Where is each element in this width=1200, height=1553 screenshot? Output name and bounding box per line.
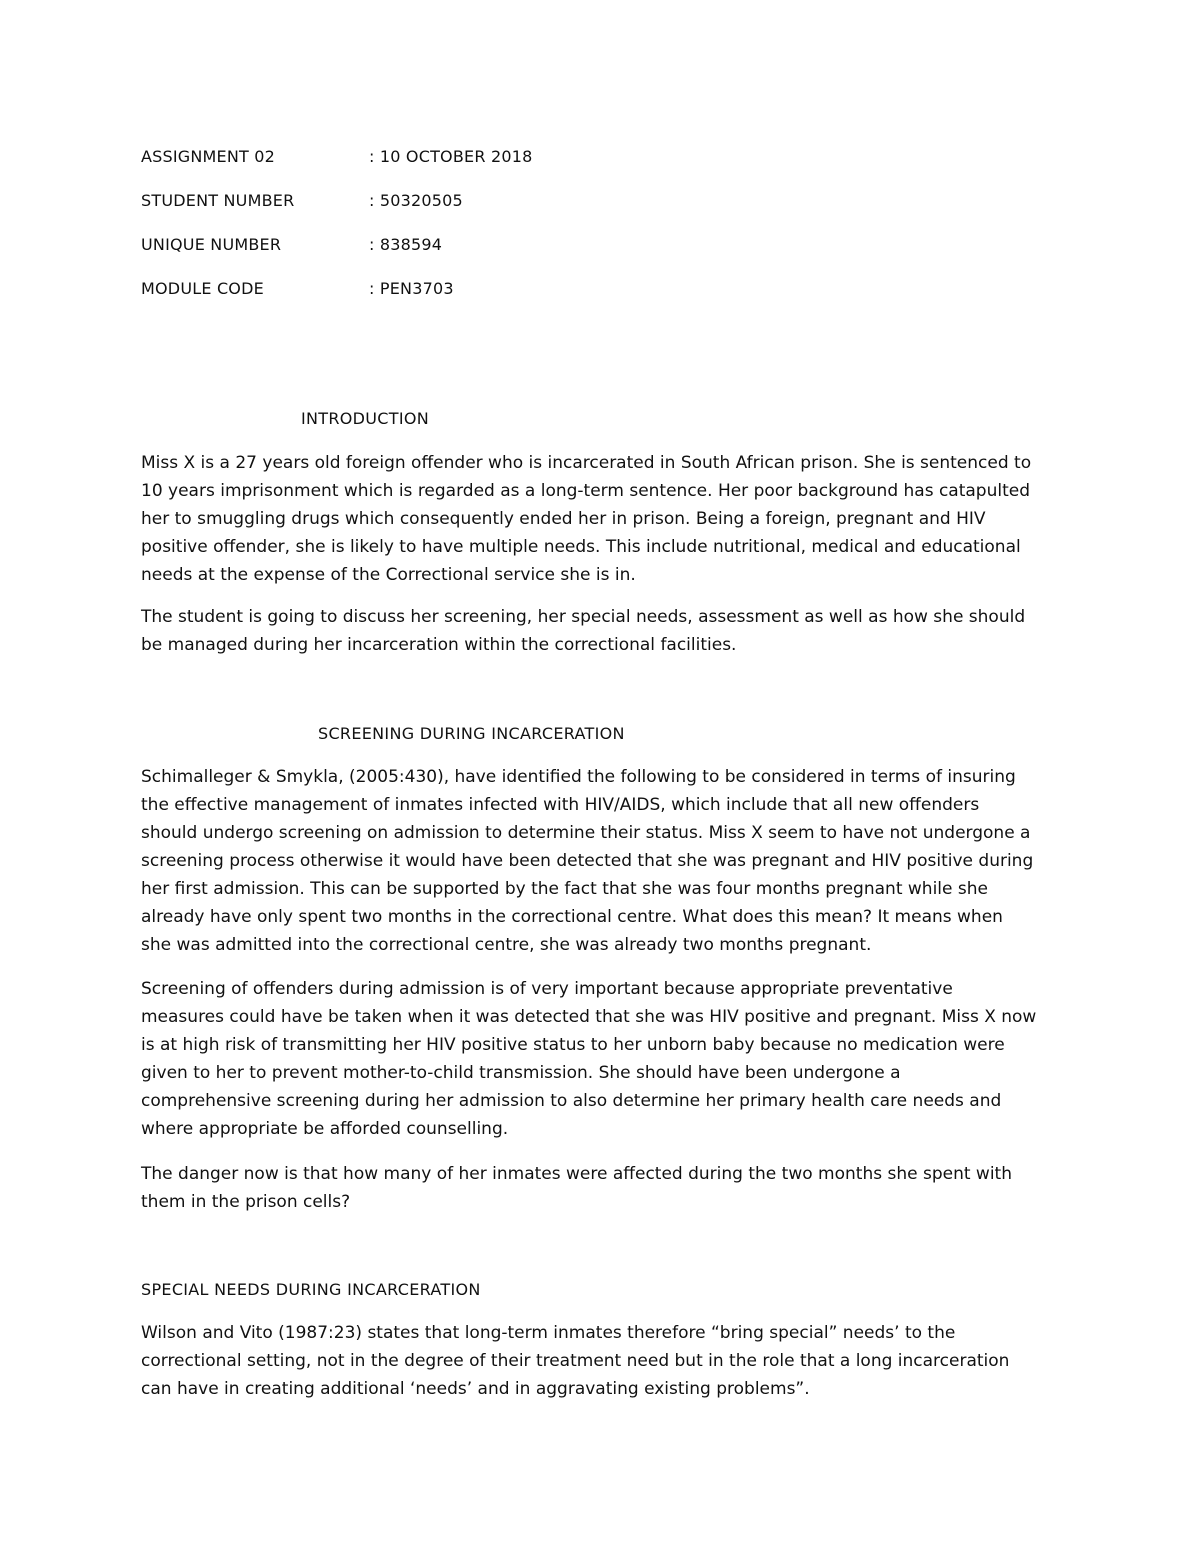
special-needs-paragraph-1: [141, 1319, 1071, 1403]
text-line: is at high risk of transmitting her HIV positive status to her unborn baby because no medication were: [141, 1035, 1005, 1055]
header-row-student-number: [141, 191, 463, 211]
introduction-paragraph-1: [141, 449, 1071, 589]
text-line: comprehensive screening during her admission to also determine her primary health care needs and: [141, 1091, 1002, 1111]
text-line: Miss X is a 27 years old foreign offender who is incarcerated in South African prison. She is sentenced to: [141, 453, 1032, 473]
header-value: : 50320505: [369, 191, 463, 210]
header-value: : 10 OCTOBER 2018: [369, 147, 533, 166]
text-line: Schimalleger & Smykla, (2005:430), have identified the following to be considered in terms of insuring: [141, 767, 1016, 787]
header-label: STUDENT NUMBER: [141, 191, 295, 210]
text-line: her to smuggling drugs which consequently ended her in prison. Being a foreign, pregnant and HIV: [141, 509, 986, 529]
text-line: them in the prison cells?: [141, 1192, 351, 1212]
special-needs-heading: SPECIAL NEEDS DURING INCARCERATION: [141, 1280, 481, 1299]
text-line: Wilson and Vito (1987:23) states that long-term inmates therefore “bring special” needs’ to the: [141, 1323, 956, 1343]
text-line: where appropriate be afforded counselling.: [141, 1119, 509, 1139]
text-line: needs at the expense of the Correctional service she is in.: [141, 565, 636, 585]
text-line: correctional setting, not in the degree of their treatment need but in the role that a long incarceration: [141, 1351, 1010, 1371]
header-label: MODULE CODE: [141, 279, 264, 298]
header-label: UNIQUE NUMBER: [141, 235, 282, 254]
header-label: ASSIGNMENT 02: [141, 147, 276, 166]
text-line: she was admitted into the correctional centre, she was already two months pregnant.: [141, 935, 872, 955]
text-line: The student is going to discuss her screening, her special needs, assessment as well as how she should: [141, 607, 1026, 627]
header-row-assignment: [141, 147, 532, 167]
text-line: given to her to prevent mother-to-child transmission. She should have been undergone a: [141, 1063, 901, 1083]
introduction-heading: INTRODUCTION: [301, 409, 430, 428]
introduction-paragraph-2: [141, 603, 1071, 659]
text-line: be managed during her incarceration within the correctional facilities.: [141, 635, 737, 655]
text-line: should undergo screening on admission to determine their status. Miss X seem to have not undergone a: [141, 823, 1031, 843]
text-line: already have only spent two months in the correctional centre. What does this mean? It means when: [141, 907, 1003, 927]
text-line: her first admission. This can be supported by the fact that she was four months pregnant while she: [141, 879, 988, 899]
text-line: 10 years imprisonment which is regarded as a long-term sentence. Her poor background has catapulted: [141, 481, 1031, 501]
screening-paragraph-2: [141, 975, 1071, 1143]
header-row-unique-number: [141, 235, 442, 255]
header-value: : PEN3703: [369, 279, 454, 298]
header-value: : 838594: [369, 235, 443, 254]
header-row-module-code: [141, 279, 454, 299]
text-line: the effective management of inmates infected with HIV/AIDS, which include that all new offenders: [141, 795, 980, 815]
screening-paragraph-3: [141, 1160, 1071, 1216]
text-line: can have in creating additional ‘needs’ and in aggravating existing problems”.: [141, 1379, 810, 1399]
text-line: Screening of offenders during admission is of very important because appropriate preventative: [141, 979, 953, 999]
text-line: The danger now is that how many of her inmates were affected during the two months she spent with: [141, 1164, 1012, 1184]
text-line: screening process otherwise it would have been detected that she was pregnant and HIV positive during: [141, 851, 1034, 871]
screening-paragraph-1: [141, 763, 1071, 959]
text-line: measures could have be taken when it was detected that she was HIV positive and pregnant. Miss X now: [141, 1007, 1037, 1027]
screening-heading: SCREENING DURING INCARCERATION: [318, 724, 625, 743]
text-line: positive offender, she is likely to have multiple needs. This include nutritional, medical and educational: [141, 537, 1021, 557]
